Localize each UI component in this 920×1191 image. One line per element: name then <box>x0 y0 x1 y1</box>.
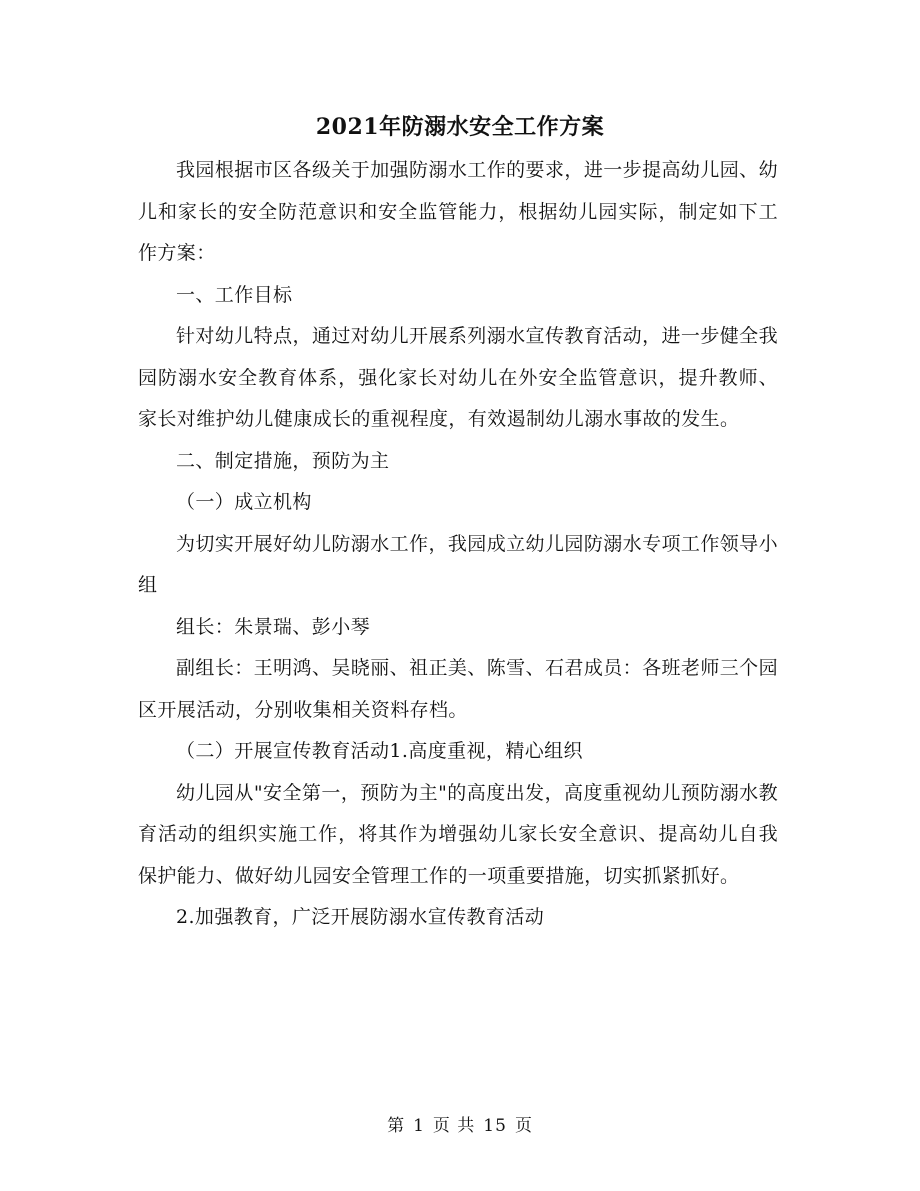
paragraph-intro: 我园根据市区各级关于加强防溺水工作的要求，进一步提高幼儿园、幼儿和家长的安全防范意识和安全监管能力，根据幼儿园实际，制定如下工作方案： <box>138 159 778 264</box>
paragraph-deputy-leaders: 副组长：王明鸿、吴晓丽、祖正美、陈雪、石君成员：各班老师三个园区开展活动，分别收集相关资料存档。 <box>138 657 778 721</box>
subheading-publicity: （二）开展宣传教育活动1.高度重视，精心组织 <box>176 740 583 762</box>
paragraph-goal: 针对幼儿特点，通过对幼儿开展系列溺水宣传教育活动，进一步健全我园防溺水安全教育体系，强化家长对幼儿在外安全监管意识，提升教师、家长对维护幼儿健康成长的重视程度，有效遏制幼儿溺水事故的发生。 <box>138 325 778 430</box>
total-pages-number: 15 <box>483 1116 507 1136</box>
page-label-suffix: 页 <box>514 1116 533 1136</box>
paragraph-publicity: 幼儿园从"安全第一，预防为主"的高度出发，高度重视幼儿预防溺水教育活动的组织实施工作，将其作为增强幼儿家长安全意识、提高幼儿自我保护能力、做好幼儿园安全管理工作的一项重要措施，切实抓紧抓好。 <box>138 781 778 887</box>
heading-measures: 二、制定措施，预防为主 <box>176 449 390 472</box>
page-label-prefix: 第 <box>387 1116 406 1136</box>
paragraph-strengthen-education: 2.加强教育，广泛开展防溺水宣传教育活动 <box>176 906 545 928</box>
current-page-number: 1 <box>413 1116 425 1136</box>
paragraph-organization: 为切实开展好幼儿防溺水工作，我园成立幼儿园防溺水专项工作领导小组 <box>138 532 778 596</box>
page-footer <box>0 1111 920 1136</box>
document-title: 2021年防溺水安全工作方案 <box>315 114 605 140</box>
document-body <box>138 150 778 939</box>
subheading-organization: （一）成立机构 <box>176 491 312 513</box>
heading-work-goal: 一、工作目标 <box>176 283 293 306</box>
paragraph-leader: 组长：朱景瑞、彭小琴 <box>176 615 371 638</box>
page-label-mid: 页 共 <box>432 1116 476 1136</box>
